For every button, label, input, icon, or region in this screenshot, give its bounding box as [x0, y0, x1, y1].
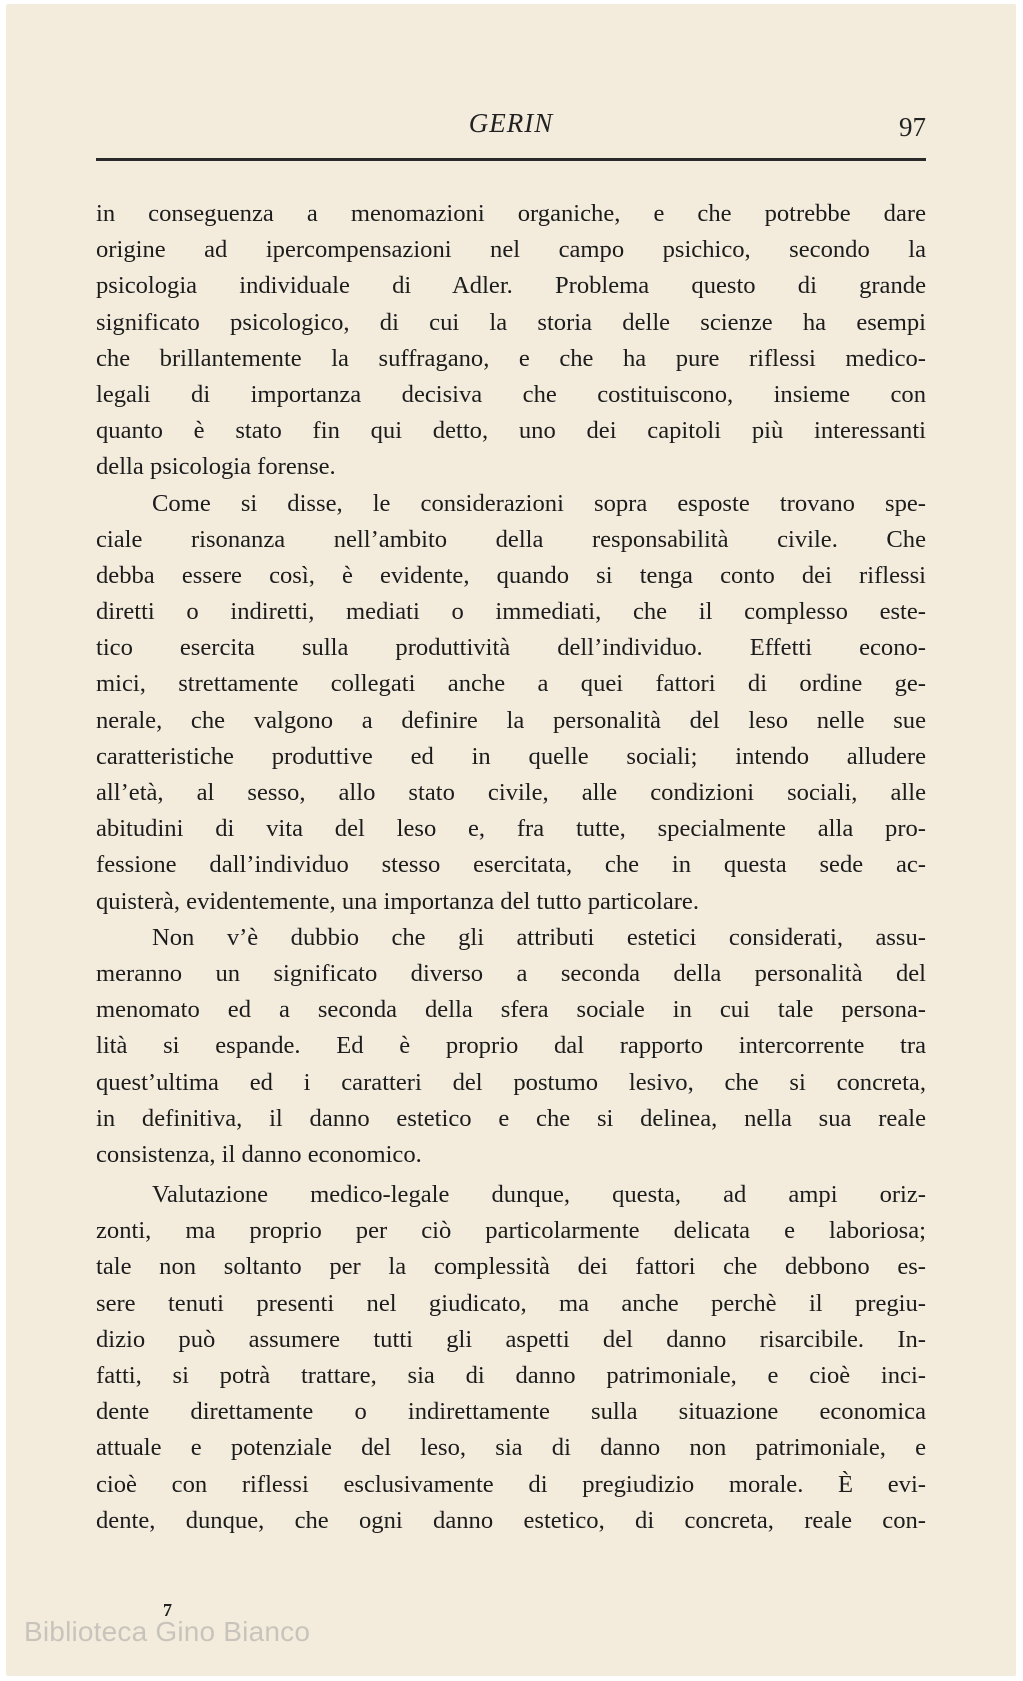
text-line: all’età, al sesso, allo stato civile, alle condizioni sociali, alle: [96, 779, 926, 806]
text-line: caratteristiche produttive ed in quelle sociali; intendo alludere: [96, 742, 926, 770]
text-line: quest’ultima ed i caratteri del postumo lesivo, che si concreta,: [96, 1068, 926, 1096]
text-line: dente, dunque, che ogni danno estetico, di concreta, reale con-: [96, 1506, 926, 1534]
text-line: dente direttamente o indirettamente sulla situazione economica: [96, 1398, 926, 1426]
page-header: [96, 104, 926, 144]
text-line: zonti, ma proprio per ciò particolarmente delicata e laboriosa;: [96, 1217, 926, 1245]
text-line: dizio può assumere tutti gli aspetti del danno risarcibile. In-: [96, 1325, 926, 1353]
text-line: ciale risonanza nell’ambito della responsabilità civile. Che: [96, 525, 926, 553]
text-line: in definitiva, il danno estetico e che si delinea, nella sua reale: [96, 1104, 926, 1132]
signature-mark: 7: [163, 1600, 172, 1620]
text-line: attuale e potenziale del leso, sia di danno non patrimoniale, e: [96, 1434, 926, 1462]
text-line: Come si disse, le considerazioni sopra esposte trovano spe-: [152, 489, 926, 517]
running-title: GERIN: [468, 108, 554, 138]
library-watermark: Biblioteca Gino Bianco: [24, 1616, 311, 1647]
text-line: psicologia individuale di Adler. Problema questo di grande: [96, 272, 926, 300]
text-line: della psicologia forense.: [96, 453, 336, 481]
text-line: fatti, si potrà trattare, sia di danno patrimoniale, e cioè inci-: [96, 1362, 926, 1389]
text-line: fessione dall’individuo stesso esercitata, che in questa sede ac-: [96, 851, 926, 879]
text-line: che brillantemente la suffragano, e che ha pure riflessi medico-: [96, 344, 926, 372]
header-rule: [96, 158, 926, 161]
text-line: legali di importanza decisiva che costituiscono, insieme con: [96, 380, 926, 408]
text-line: quanto è stato fin qui detto, uno dei capitoli più interessanti: [96, 417, 926, 445]
text-line: mici, strettamente collegati anche a quei fattori di ordine ge-: [96, 670, 926, 698]
body-text: [96, 196, 926, 1539]
text-line: sere tenuti presenti nel giudicato, ma anche perchè il pregiu-: [96, 1289, 926, 1317]
text-line: Valutazione medico-legale dunque, questa, ad ampi oriz-: [152, 1181, 926, 1209]
text-line: meranno un significato diverso a seconda della personalità del: [96, 959, 926, 987]
text-line: tale non soltanto per la complessità dei fattori che debbono es-: [96, 1253, 926, 1281]
text-line: Non v’è dubbio che gli attributi estetici considerati, assu-: [152, 923, 926, 951]
text-line: lità si espande. Ed è proprio dal rapporto intercorrente tra: [96, 1032, 926, 1060]
text-line: cioè con riflessi esclusivamente di pregiudizio morale. È evi-: [96, 1470, 926, 1498]
text-line: menomato ed a seconda della sfera sociale in cui tale persona-: [96, 996, 926, 1024]
text-line: tico esercita sulla produttività dell’individuo. Effetti econo-: [96, 634, 926, 662]
text-line: consistenza, il danno economico.: [96, 1140, 422, 1168]
text-line: origine ad ipercompensazioni nel campo psichico, secondo la: [96, 236, 926, 264]
text-line: quisterà, evidentemente, una importanza del tutto particolare.: [96, 887, 699, 915]
text-line: diretti o indiretti, mediati o immediati, che il complesso este-: [96, 598, 926, 626]
text-line: in conseguenza a menomazioni organiche, e che potrebbe dare: [96, 200, 926, 227]
text-line: significato psicologico, di cui la storia delle scienze ha esempi: [96, 308, 926, 336]
text-line: nerale, che valgono a definire la personalità del leso nelle sue: [96, 706, 926, 734]
text-line: abitudini di vita del leso e, fra tutte, specialmente alla pro-: [96, 815, 926, 843]
page-number: 97: [899, 112, 926, 142]
text-line: debba essere così, è evidente, quando si tenga conto dei riflessi: [96, 561, 926, 589]
